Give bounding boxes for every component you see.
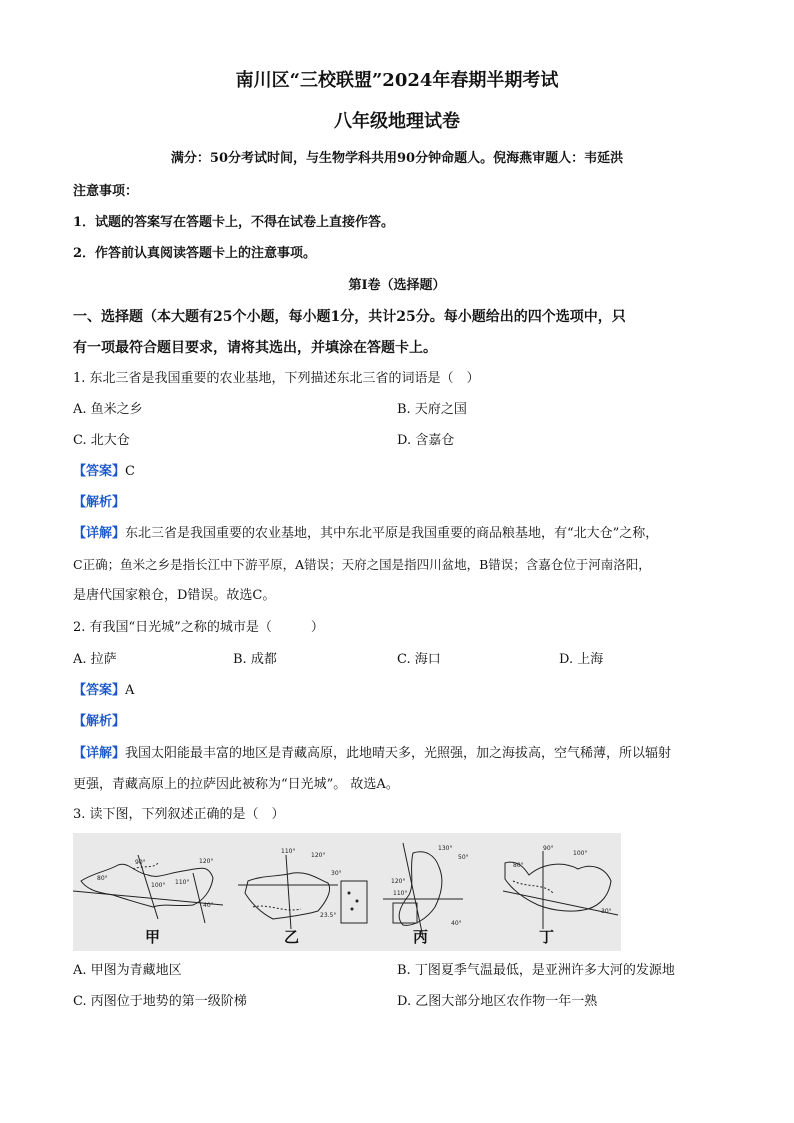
exam-title: 南川区“三校联盟”2024年春期半期考试: [235, 70, 559, 91]
deg-label: 80°: [513, 862, 524, 869]
deg-label: 30°: [331, 870, 342, 877]
note-2: 2．作答前认真阅读答题卡上的注意事项。: [73, 246, 317, 261]
deg-label: 50°: [458, 854, 469, 861]
q2-option-c: C. 海口: [397, 652, 441, 667]
q1-stem: 1. 东北三省是我国重要的农业基地，下列描述东北三省的词语是（ ）: [73, 371, 480, 386]
deg-label: 130°: [438, 845, 453, 852]
detail-label: 【详解】: [73, 746, 126, 761]
figure-label-jia: 甲: [145, 928, 161, 946]
deg-label: 80°: [97, 875, 108, 882]
answer-label: 【答案】: [73, 464, 126, 479]
q2-option-b: B. 成都: [233, 652, 277, 667]
q2-stem: 2. 有我国“日光城”之称的城市是（ ）: [73, 620, 324, 635]
deg-label: 90°: [543, 845, 554, 852]
map-jia: [73, 855, 223, 923]
deg-label: 120°: [391, 878, 406, 885]
deg-label: 90°: [135, 859, 146, 866]
q2-option-a: A. 拉萨: [73, 652, 117, 667]
figure-label-ding: 丁: [539, 928, 555, 946]
map-ding: [503, 845, 618, 929]
map-yi: [238, 848, 367, 929]
answer-label: 【答案】: [73, 683, 126, 698]
q1-answer-row: [73, 463, 135, 481]
deg-label: 100°: [151, 882, 166, 889]
q2-detail-text-1: 我国太阳能最丰富的地区是青藏高原，此地晴天多，光照强，加之海拔高，空气稀薄，所以辐射: [125, 746, 672, 761]
q1-detail-line-1: [73, 525, 658, 543]
analysis-label: 【解析】: [73, 714, 126, 729]
q1-answer: C: [125, 464, 135, 479]
q1-detail-line-2: C正确；鱼米之乡是指长江中下游平原，A错误；天府之国是指四川盆地，B错误；含嘉仓位于河南洛阳，: [73, 557, 651, 572]
detail-label: 【详解】: [73, 526, 126, 541]
deg-label: 40°: [203, 902, 214, 909]
q3-option-b: B. 丁图夏季气温最低，是亚洲许多大河的发源地: [397, 963, 675, 978]
q3-option-d: D. 乙图大部分地区农作物一年一熟: [397, 994, 598, 1009]
deg-label: 23.5°: [320, 912, 337, 919]
section-title: 第Ⅰ卷（选择题）: [348, 278, 446, 293]
q1-analysis-row: [73, 494, 125, 512]
q2-answer-row: [73, 682, 134, 700]
deg-label: 120°: [199, 858, 214, 865]
q1-option-c: C. 北大仓: [73, 433, 130, 448]
note-1: 1．试题的答案写在答题卡上，不得在试卷上直接作答。: [73, 215, 395, 230]
q1-detail-text-1: 东北三省是我国重要的农业基地，其中东北平原是我国重要的商品粮基地，有“北大仓”之称，: [125, 526, 659, 541]
deg-label: 110°: [281, 848, 296, 855]
deg-label: 110°: [175, 879, 190, 886]
analysis-label: 【解析】: [73, 495, 126, 510]
q2-analysis-row: [73, 713, 125, 731]
notes-title: 注意事项：: [73, 184, 139, 199]
figure-label-bing: 丙: [413, 928, 429, 946]
q2-answer: A: [125, 683, 135, 698]
q2-option-d: D. 上海: [559, 652, 604, 667]
deg-label: 110°: [393, 890, 408, 897]
q3-map-figure: [73, 833, 621, 951]
deg-label: 40°: [451, 920, 462, 927]
exam-info: 满分：50分考试时间，与生物学科共用90分钟命题人。倪海燕审题人：韦延洪: [170, 151, 624, 166]
q2-detail-line-2: 更强，青藏高原上的拉萨因此被称为“日光城”。 故选A。: [73, 777, 399, 792]
figure-label-yi: 乙: [284, 928, 300, 946]
q1-detail-line-3: 是唐代国家粮仓，D错误。故选C。: [73, 588, 276, 603]
map-bing: [383, 843, 469, 937]
exam-subtitle: 八年级地理试卷: [334, 111, 460, 132]
q1-option-d: D. 含嘉仓: [397, 433, 455, 448]
instruction-line-2: 有一项最符合题目要求，请将其选出，并填涂在答题卡上。: [73, 340, 437, 356]
instruction-line-1: 一、选择题（本大题有25个小题，每小题1分，共计25分。每小题给出的四个选项中，只: [73, 309, 626, 325]
q2-detail-line-1: [73, 745, 671, 763]
deg-label: 120°: [311, 852, 326, 859]
deg-label: 100°: [573, 850, 588, 857]
q3-option-a: A. 甲图为青藏地区: [73, 963, 182, 978]
q3-stem: 3. 读下图，下列叙述正确的是（ ）: [73, 807, 285, 822]
q1-option-a: A. 鱼米之乡: [73, 402, 143, 417]
q3-option-c: C. 丙图位于地势的第一级阶梯: [73, 994, 247, 1009]
q1-option-b: B. 天府之国: [397, 402, 467, 417]
deg-label: 30°: [601, 908, 612, 915]
